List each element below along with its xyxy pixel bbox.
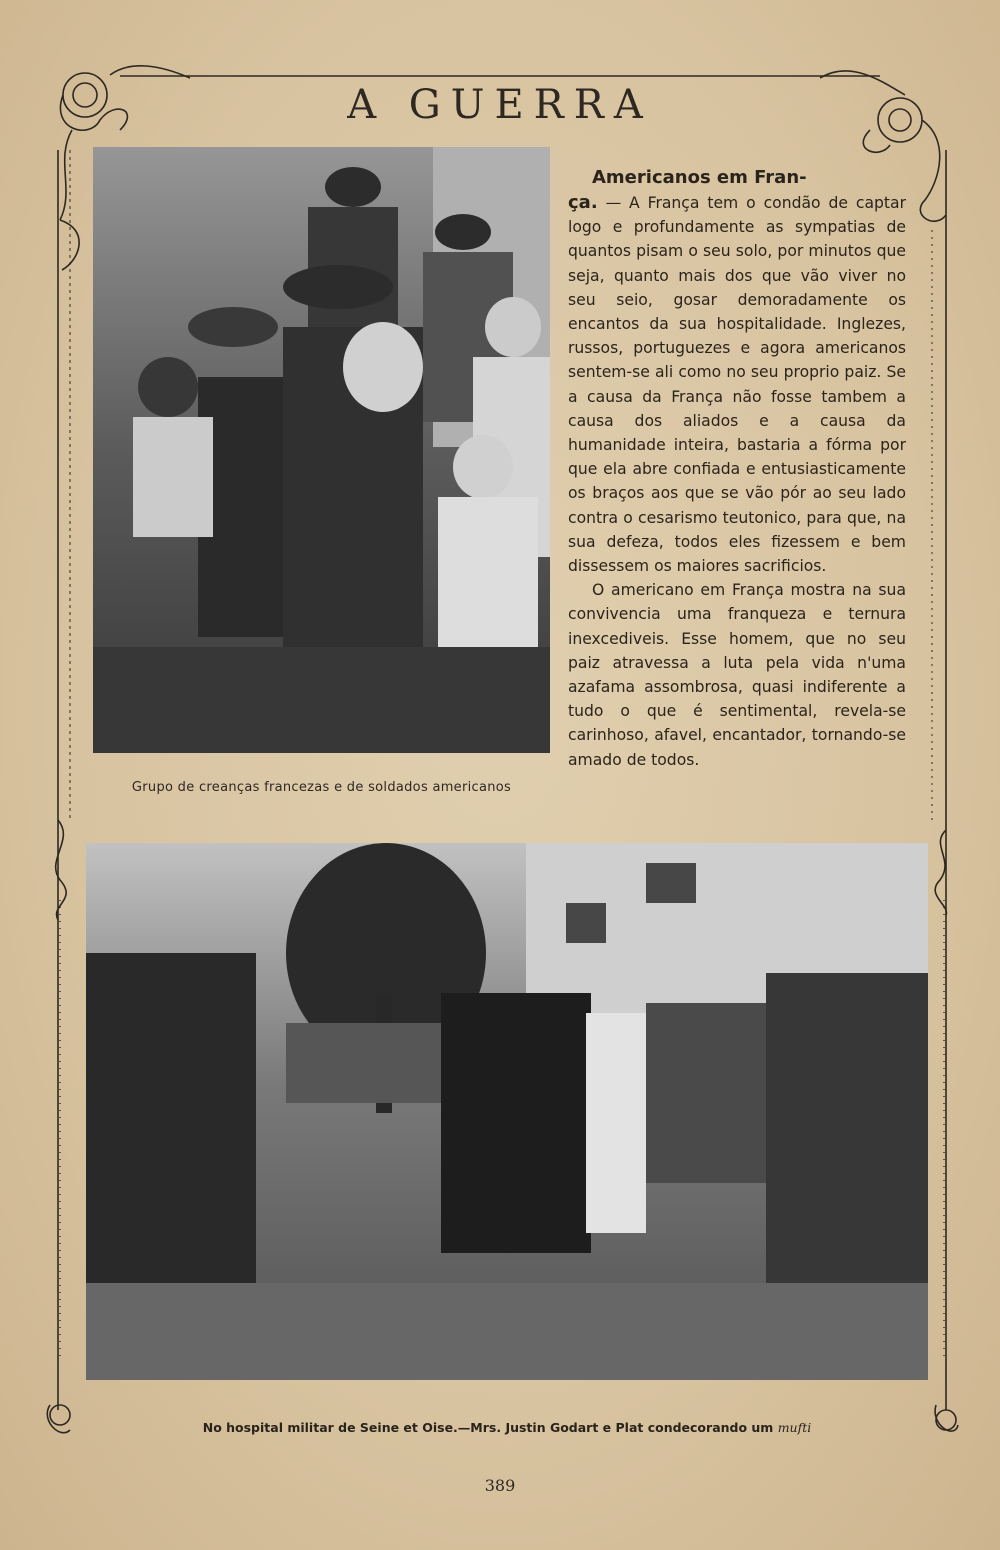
article-paragraph-1 [568, 191, 906, 578]
page-number: 389 [484, 1476, 516, 1495]
article [568, 165, 906, 772]
caption-top: Grupo de creanças francezas e de soldados americanos [131, 780, 512, 795]
article-paragraph-1-text: — A França tem o condão de captar logo e profundamente as sympatias de quantos pisam o seu solo, por minutos que seja, quanto mais dos que vão viver no seu seio, gosar demoradamente os encantos da sua hospitalidade. Inglezes, russos, portuguezes e agora americanos sentem-se ali como no seu proprio paiz. Se a causa da França não fosse tambem a causa dos aliados e a causa da humanidade inteira, bastaria a fórma por que ela abre confiada e entusiasticamente os braços aos que se vão pór ao seu lado contra o cesarismo teutonico, para que, na sua defeza, todos eles fizessem e bem dissessem os maiores sacrificios. [568, 194, 906, 576]
photo-children-soldiers [93, 147, 550, 753]
caption-bottom [86, 1420, 928, 1435]
page-title: A GUERRA [347, 82, 653, 128]
caption-bottom-italic: mufti [777, 1420, 812, 1435]
caption-bottom-main: No hospital militar de Seine et Oise.—Mrs. Justin Godart e Plat condecorando um [202, 1420, 774, 1435]
article-paragraph-2: O americano em França mostra na sua convivencia uma franqueza e ternura inexcediveis. Esse homem, que no seu paiz atravessa a luta pela vida n'uma azafama assombrosa, quasi indiferente a tudo o que é sentimental, revela-se carinhoso, afavel, encantador, tornando-se amado de todos. [568, 581, 906, 769]
article-title: Americanos em Fran- [592, 167, 807, 188]
photo-children-soldiers-icon [93, 147, 550, 753]
photo-hospital-ceremony [86, 843, 928, 1380]
article-title-continuation: ça. [568, 192, 598, 213]
photo-hospital-ceremony-icon [86, 843, 928, 1380]
